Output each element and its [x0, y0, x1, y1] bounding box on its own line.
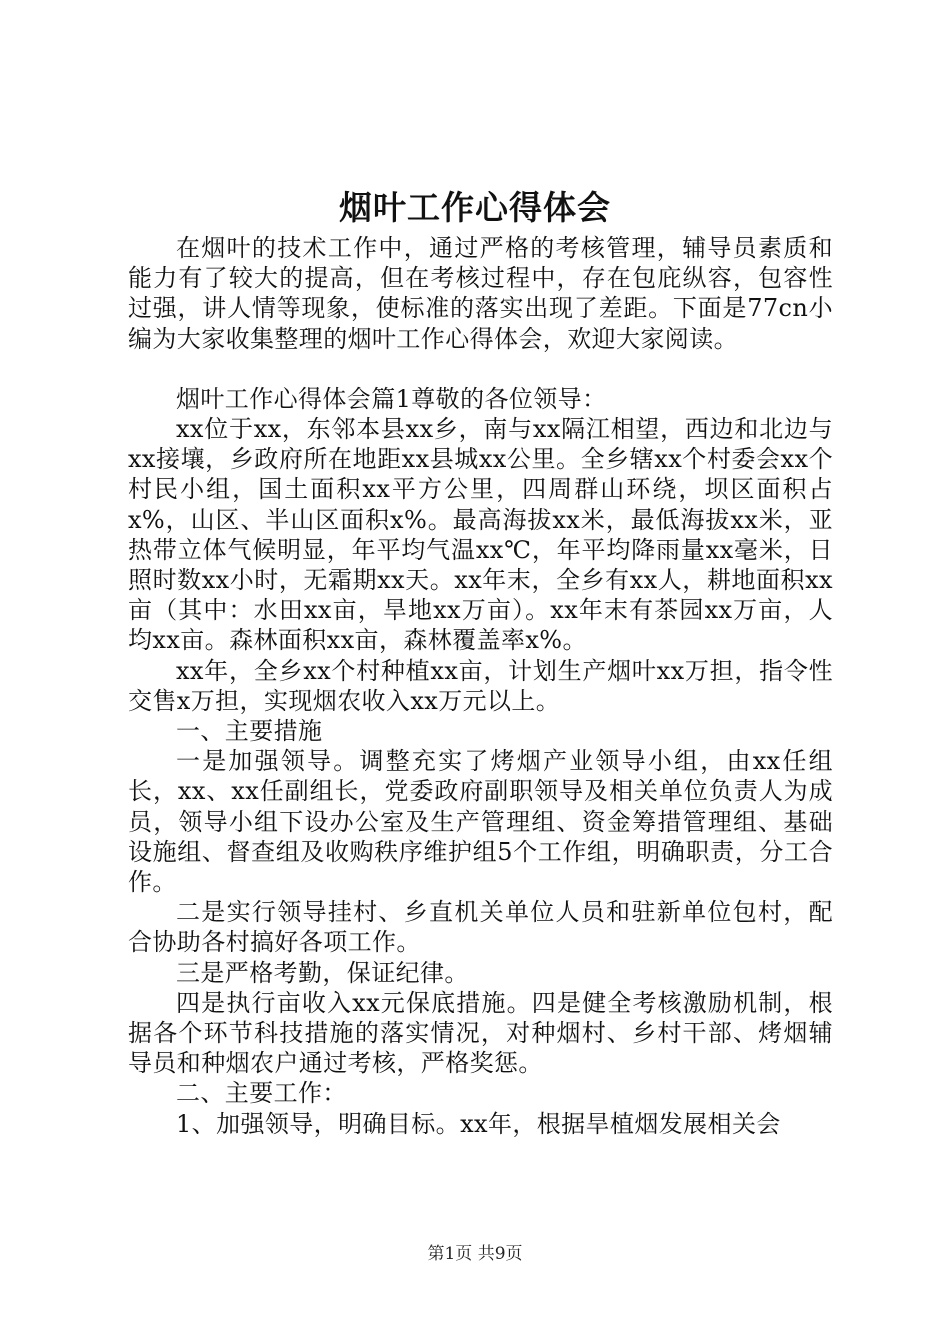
body-paragraph: 一是加强领导。调整充实了烤烟产业领导小组，由xx任组长，xx、xx任副组长，党委政府副职领导及相关单位负责人为成员，领导小组下设办公室及生产管理组、资金筹措管理组、基础设施组、督查组及收购秩序维护组5个工作组，明确职责，分工合作。 — [128, 747, 833, 897]
body-paragraph: 二是实行领导挂村、乡直机关单位人员和驻新单位包村，配合协助各村搞好各项工作。 — [128, 898, 833, 957]
section-heading: 一、主要措施 — [176, 717, 323, 746]
page-number: 第1页 共9页 — [427, 1244, 523, 1264]
section-heading-part1: 烟叶工作心得体会篇1尊敬的各位领导： — [176, 384, 607, 413]
body-paragraph: xx年，全乡xx个村种植xx亩，计划生产烟叶xx万担，指令性交售x万担，实现烟农收入xx万元以上。 — [128, 656, 833, 715]
document-body — [128, 233, 833, 1139]
section-heading: 二、主要工作： — [176, 1079, 347, 1108]
body-paragraph: xx位于xx，东邻本县xx乡，南与xx隔江相望，西边和北边与xx接壤，乡政府所在地距xx县城xx公里。全乡辖xx个村委会xx个村民小组，国土面积xx平方公里，四周群山环绕，坝区面积占x%，山区、半山区面积x%。最高海拔xx米，最低海拔xx米，亚热带立体气候明显，年平均气温xx℃，年平均降雨量xx毫米，日照时数xx小时，无霜期xx天。xx年末，全乡有xx人，耕地面积xx亩（其中：水田xx亩，旱地xx万亩）。xx年末有茶园xx万亩，人均xx亩。森林面积xx亩，森林覆盖率x%。 — [128, 415, 833, 655]
paragraph-spacer — [128, 354, 833, 384]
intro-paragraph: 在烟叶的技术工作中，通过严格的考核管理，辅导员素质和能力有了较大的提高，但在考核过程中，存在包庇纵容，包容性过强，讲人情等现象，使标准的落实出现了差距。下面是77cn小编为大家收集整理的烟叶工作心得体会，欢迎大家阅读。 — [128, 234, 833, 353]
body-paragraph: 1、加强领导，明确目标。xx年，根据旱植烟发展相关会 — [176, 1109, 781, 1138]
document-title: 烟叶工作心得体会 — [339, 188, 611, 227]
body-paragraph: 四是执行亩收入xx元保底措施。四是健全考核激励机制，根据各个环节科技措施的落实情况，对种烟村、乡村干部、烤烟辅导员和种烟农户通过考核，严格奖惩。 — [128, 988, 833, 1078]
body-paragraph: 三是严格考勤，保证纪律。 — [176, 958, 469, 987]
